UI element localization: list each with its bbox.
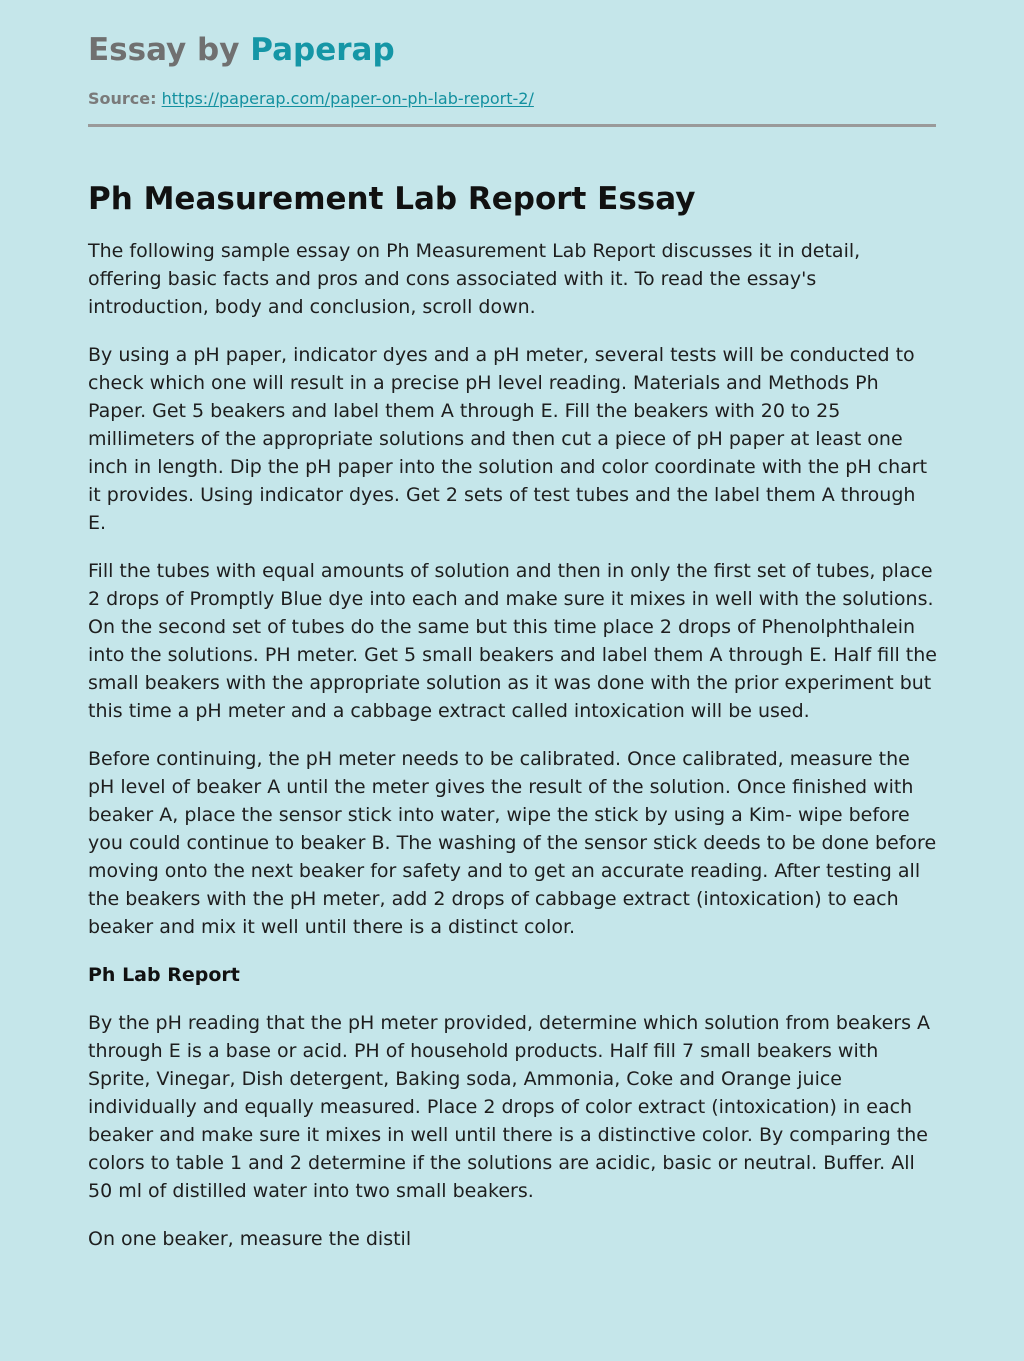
paragraph-2: By using a pH paper, indicator dyes and a pH meter, several tests will be conducted to check which one will result in a precise pH level reading. Materials and Methods Ph Paper. Get 5 beakers and label them A through E. Fill the beakers with 20 to 25 millimeters of the appropriate solutions and then cut a piece of pH paper at least one inch in length. Dip the pH paper into the solution and color coordinate with the pH chart it provides. Using indicator dyes. Get 2 sets of test tubes and the label them A through E. <box>88 344 928 534</box>
paragraph-6: On one beaker, measure the distil <box>88 1228 412 1250</box>
source-link[interactable]: https://paperap.com/paper-on-ph-lab-report-2/ <box>161 89 534 108</box>
section-heading: Ph Lab Report <box>88 964 240 986</box>
site-brand <box>88 30 936 70</box>
header-divider <box>88 124 936 127</box>
page-title: Ph Measurement Lab Report Essay <box>88 181 696 217</box>
paragraph-1: The following sample essay on Ph Measurement Lab Report discusses it in detail, offering basic facts and pros and cons associated with it. To read the essay's introduction, body and conclusion, scroll down. <box>88 240 861 318</box>
brand-name: Paperap <box>250 32 395 68</box>
paragraph-5: By the pH reading that the pH meter provided, determine which solution from beakers A through E is a base or acid. PH of household products. Half fill 7 small beakers with Sprite, Vinegar, Dish detergent, Baking soda, Ammonia, Coke and Orange juice individually and equally measured. Place 2 drops of color extract (intoxication) in each beaker and make sure it mixes in well until there is a distinctive color. By comparing the colors to table 1 and 2 determine if the solutions are acidic, basic or neutral. Buffer. All 50 ml of distilled water into two small beakers. <box>88 1012 931 1202</box>
source-label: Source: <box>88 89 157 108</box>
paragraph-3: Fill the tubes with equal amounts of solution and then in only the first set of tubes, place 2 drops of Promptly Blue dye into each and make sure it mixes in well with the solutions. On the second set of tubes do the same but this time place 2 drops of Phenolphthalein into the solutions. PH meter. Get 5 small beakers and label them A through E. Half fill the small beakers with the appropriate solution as it was done with the prior experiment but this time a pH meter and a cabbage extract called intoxication will be used. <box>88 560 937 722</box>
source-line <box>88 88 936 110</box>
paragraph-4: Before continuing, the pH meter needs to be calibrated. Once calibrated, measure the pH level of beaker A until the meter gives the result of the solution. Once finished with beaker A, place the sensor stick into water, wipe the stick by using a Kim- wipe before you could continue to beaker B. The washing of the sensor stick deeds to be done before moving onto the next beaker for safety and to get an accurate reading. After testing all the beakers with the pH meter, add 2 drops of cabbage extract (intoxication) to each beaker and mix it well until there is a distinct color. <box>88 748 937 938</box>
brand-prefix: Essay by <box>88 32 251 68</box>
